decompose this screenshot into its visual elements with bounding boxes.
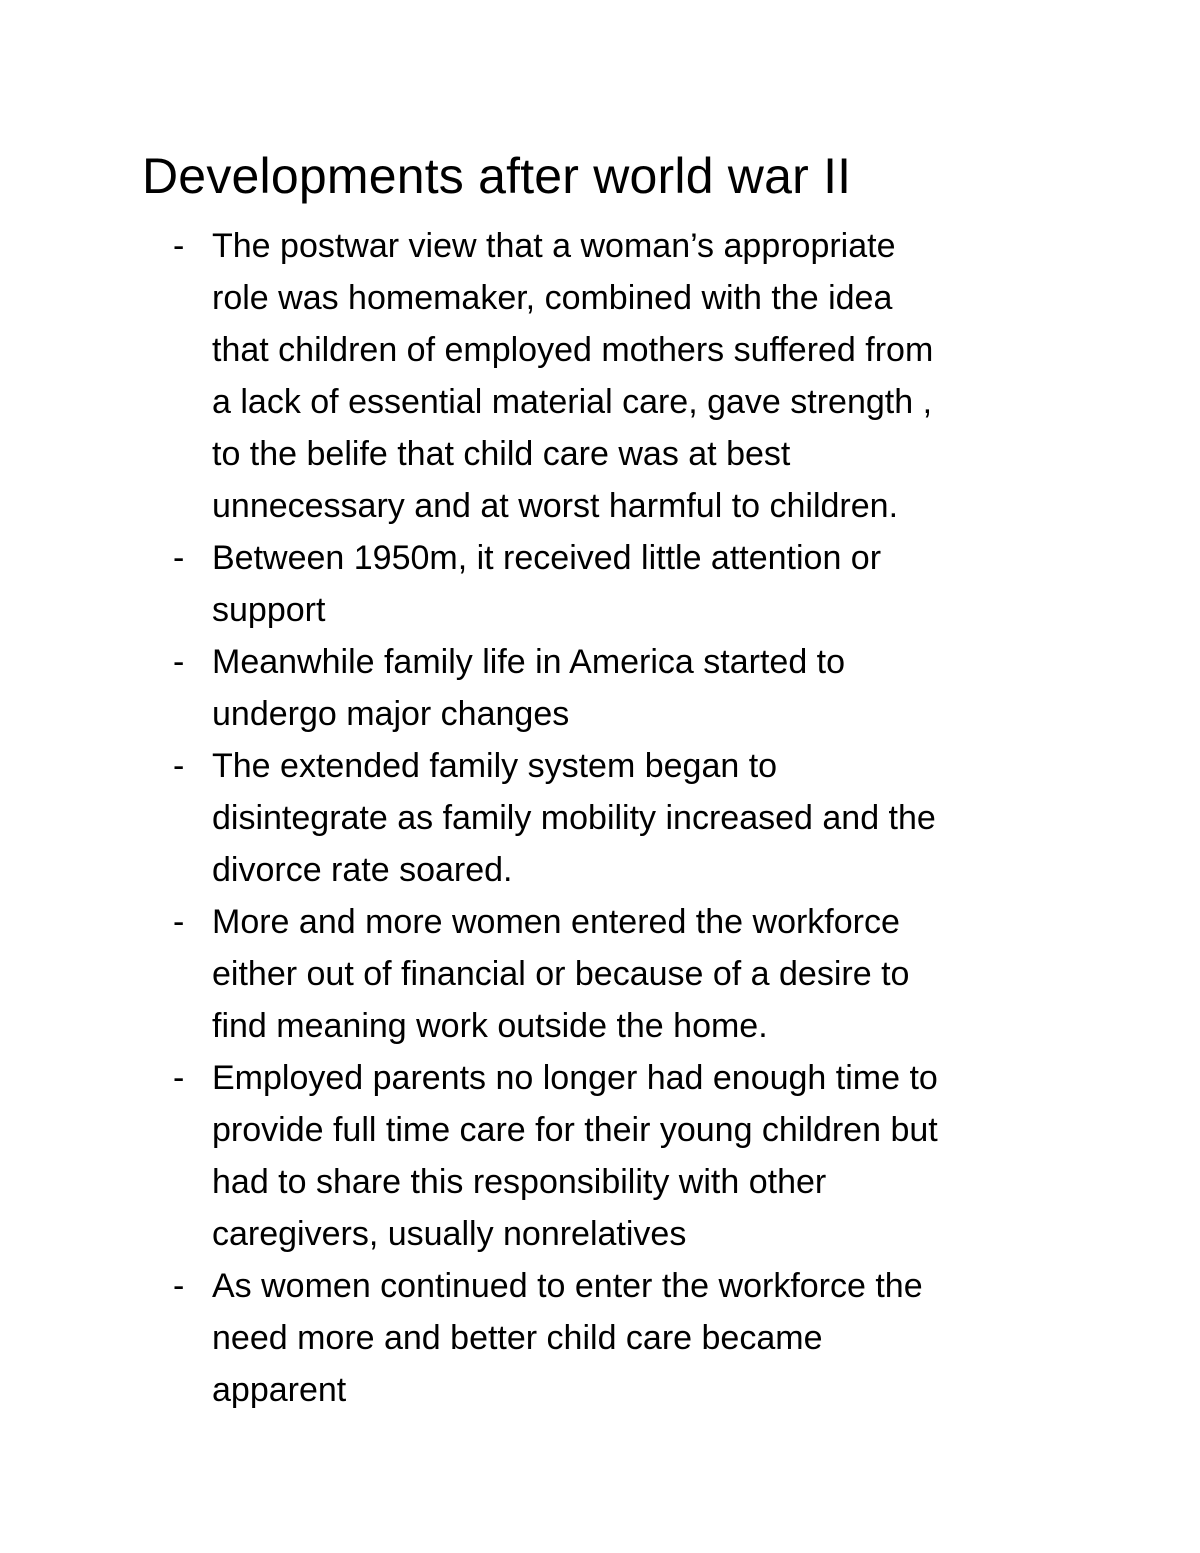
bullet-dash: - bbox=[173, 1267, 185, 1305]
bullet-text: Employed parents no longer had enough time to provide full time care for their young children but had to share this responsibility with other caregivers, usually nonrelatives bbox=[212, 1059, 938, 1253]
bullet-text: The extended family system began to disintegrate as family mobility increased and the divorce rate soared. bbox=[212, 747, 936, 889]
bullet-text: The postwar view that a woman’s appropriate role was homemaker, combined with the idea that children of employed mothers suffered from a lack of essential material care, gave strength , to the belife that child care was at best unnecessary and at worst harmful to children. bbox=[212, 227, 934, 525]
list-item bbox=[0, 1260, 1200, 1416]
list-item bbox=[0, 740, 1200, 896]
list-item bbox=[0, 1052, 1200, 1260]
bullet-dash: - bbox=[173, 227, 185, 265]
bullet-dash: - bbox=[173, 903, 185, 941]
bullet-dash: - bbox=[173, 1059, 185, 1097]
bullet-dash: - bbox=[173, 539, 185, 577]
list-item bbox=[0, 896, 1200, 1052]
bullet-dash: - bbox=[173, 747, 185, 785]
bullet-text: Meanwhile family life in America started to undergo major changes bbox=[212, 643, 846, 733]
bullet-list bbox=[0, 220, 1200, 1416]
document-title: Developments after world war II bbox=[142, 148, 852, 204]
bullet-text: Between 1950m, it received little attention or support bbox=[212, 539, 882, 629]
list-item bbox=[0, 220, 1200, 532]
list-item bbox=[0, 532, 1200, 636]
bullet-text: More and more women entered the workforce either out of financial or because of a desire to find meaning work outside the home. bbox=[212, 903, 910, 1045]
list-item bbox=[0, 636, 1200, 740]
bullet-dash: - bbox=[173, 643, 185, 681]
bullet-text: As women continued to enter the workforce the need more and better child care became apparent bbox=[212, 1267, 923, 1409]
